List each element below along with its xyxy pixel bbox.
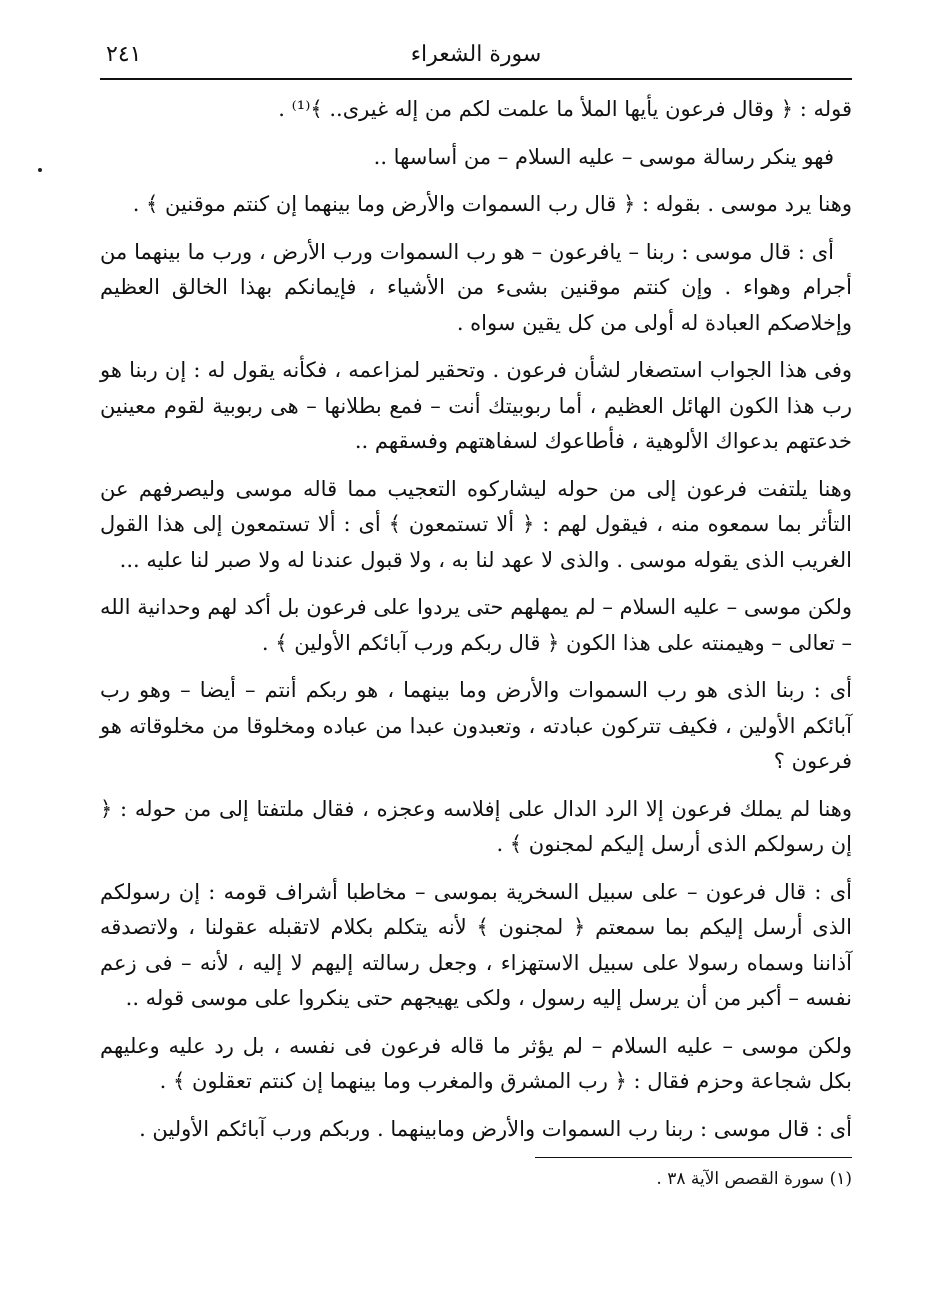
paragraph-8: أى : ربنا الذى هو رب السموات والأرض وما بينهما ، هو ربكم أنتم – أيضا – وهو رب آبائكم الأولين ، فكيف تتركون عبادته ، وتعبدون عبدا من عباده ومخلوقا من مخلوقاته هو فرعون ؟ <box>100 678 852 773</box>
paragraph-5: وفى هذا الجواب استصغار لشأن فرعون . وتحقير لمزاعمه ، فكأنه يقول له : إن ربنا هو رب هذا الكون الهائل العظيم ، أما ربوبيتك أنت – فمع بطلانها – هى ربوبية لقوم معينين خدعتهم بدعواك الألوهية ، فأطاعوك لسفاهتهم وفسقهم .. <box>100 358 852 453</box>
paragraph-9: وهنا لم يملك فرعون إلا الرد الدال على إفلاسه وعجزه ، فقال ملتفتا إلى من حوله : ﴿ إن رسولكم الذى أرسل إليكم لمجنون ﴾ . <box>100 796 852 856</box>
margin-speck <box>38 168 42 172</box>
paragraph-2: فهو ينكر رسالة موسى – عليه السلام – من أساسها .. <box>373 144 834 169</box>
surah-title: سورة الشعراء <box>410 42 542 67</box>
page-number: ٢٤١ <box>106 42 142 67</box>
paragraph-12: أى : قال موسى : ربنا رب السموات والأرض ومابينهما . وربكم ورب آبائكم الأولين . <box>139 1116 852 1141</box>
paragraph-6: وهنا يلتفت فرعون إلى من حوله ليشاركوه التعجيب مما قاله موسى وليصرفهم عن التأثر بما سمعوه منه ، فيقول لهم : ﴿ ألا تستمعون ﴾ أى : ألا تستمعون إلى هذا القول الغريب الذى يقوله موسى . والذى لا عهد لنا به ، ولا قبول عندنا له ولا صبر لنا عليه ... <box>100 476 852 572</box>
paragraph-11: ولكن موسى – عليه السلام – لم يؤثر ما قاله فرعون فى نفسه ، بل رد عليه وعليهم بكل شجاعة وحزم فقال : ﴿ رب المشرق والمغرب وما بينهما إن كنتم تعقلون ﴾ . <box>100 1033 852 1093</box>
paragraph-10: أى : قال فرعون – على سبيل السخرية بموسى – مخاطبا أشراف قومه : إن رسولكم الذى أرسل إليكم بما سمعتم ﴿ لمجنون ﴾ لأنه يتكلم بكلام لاتقبله عقولنا ، ولاتصدقه آذاننا وسماه رسولا على سبيل الاستهزاء ، وجعل رسالته إليهم لا إليه ، لأنه – فى زعم نفسه – أكبر من أن يرسل إليه رسول ، ولكى يهيجهم حتى ينكروا على موسى قوله .. <box>100 879 852 1010</box>
footnote: (١) سورة القصص الآية ٣٨ . <box>656 1169 852 1189</box>
paragraph-4: أى : قال موسى : ربنا – يافرعون – هو رب السموات ورب الأرض ، ورب ما بينهما من أجرام وهواء . وإن كنتم موقنين بشىء من الأشياء ، فإيمانكم بهذا الخالق العظيم وإخلاصكم العبادة له أولى من كل يقين سواه . <box>100 239 852 335</box>
page-body <box>100 92 852 1159</box>
paragraph-7: ولكن موسى – عليه السلام – لم يمهلهم حتى يردوا على فرعون بل أكد لهم وحدانية الله – تعالى – وهيمنته على هذا الكون ﴿ قال ربكم ورب آبائكم الأولين ﴾ . <box>100 595 852 655</box>
paragraph-1: قوله : ﴿ وقال فرعون يأيها الملأ ما علمت لكم من إله غيرى.. ﴾⁽¹⁾ . <box>278 97 852 121</box>
footnote-divider <box>535 1157 852 1158</box>
paragraph-3: وهنا يرد موسى . بقوله : ﴿ قال رب السموات والأرض وما بينهما إن كنتم موقنين ﴾ . <box>132 192 852 216</box>
page-header <box>100 38 852 80</box>
